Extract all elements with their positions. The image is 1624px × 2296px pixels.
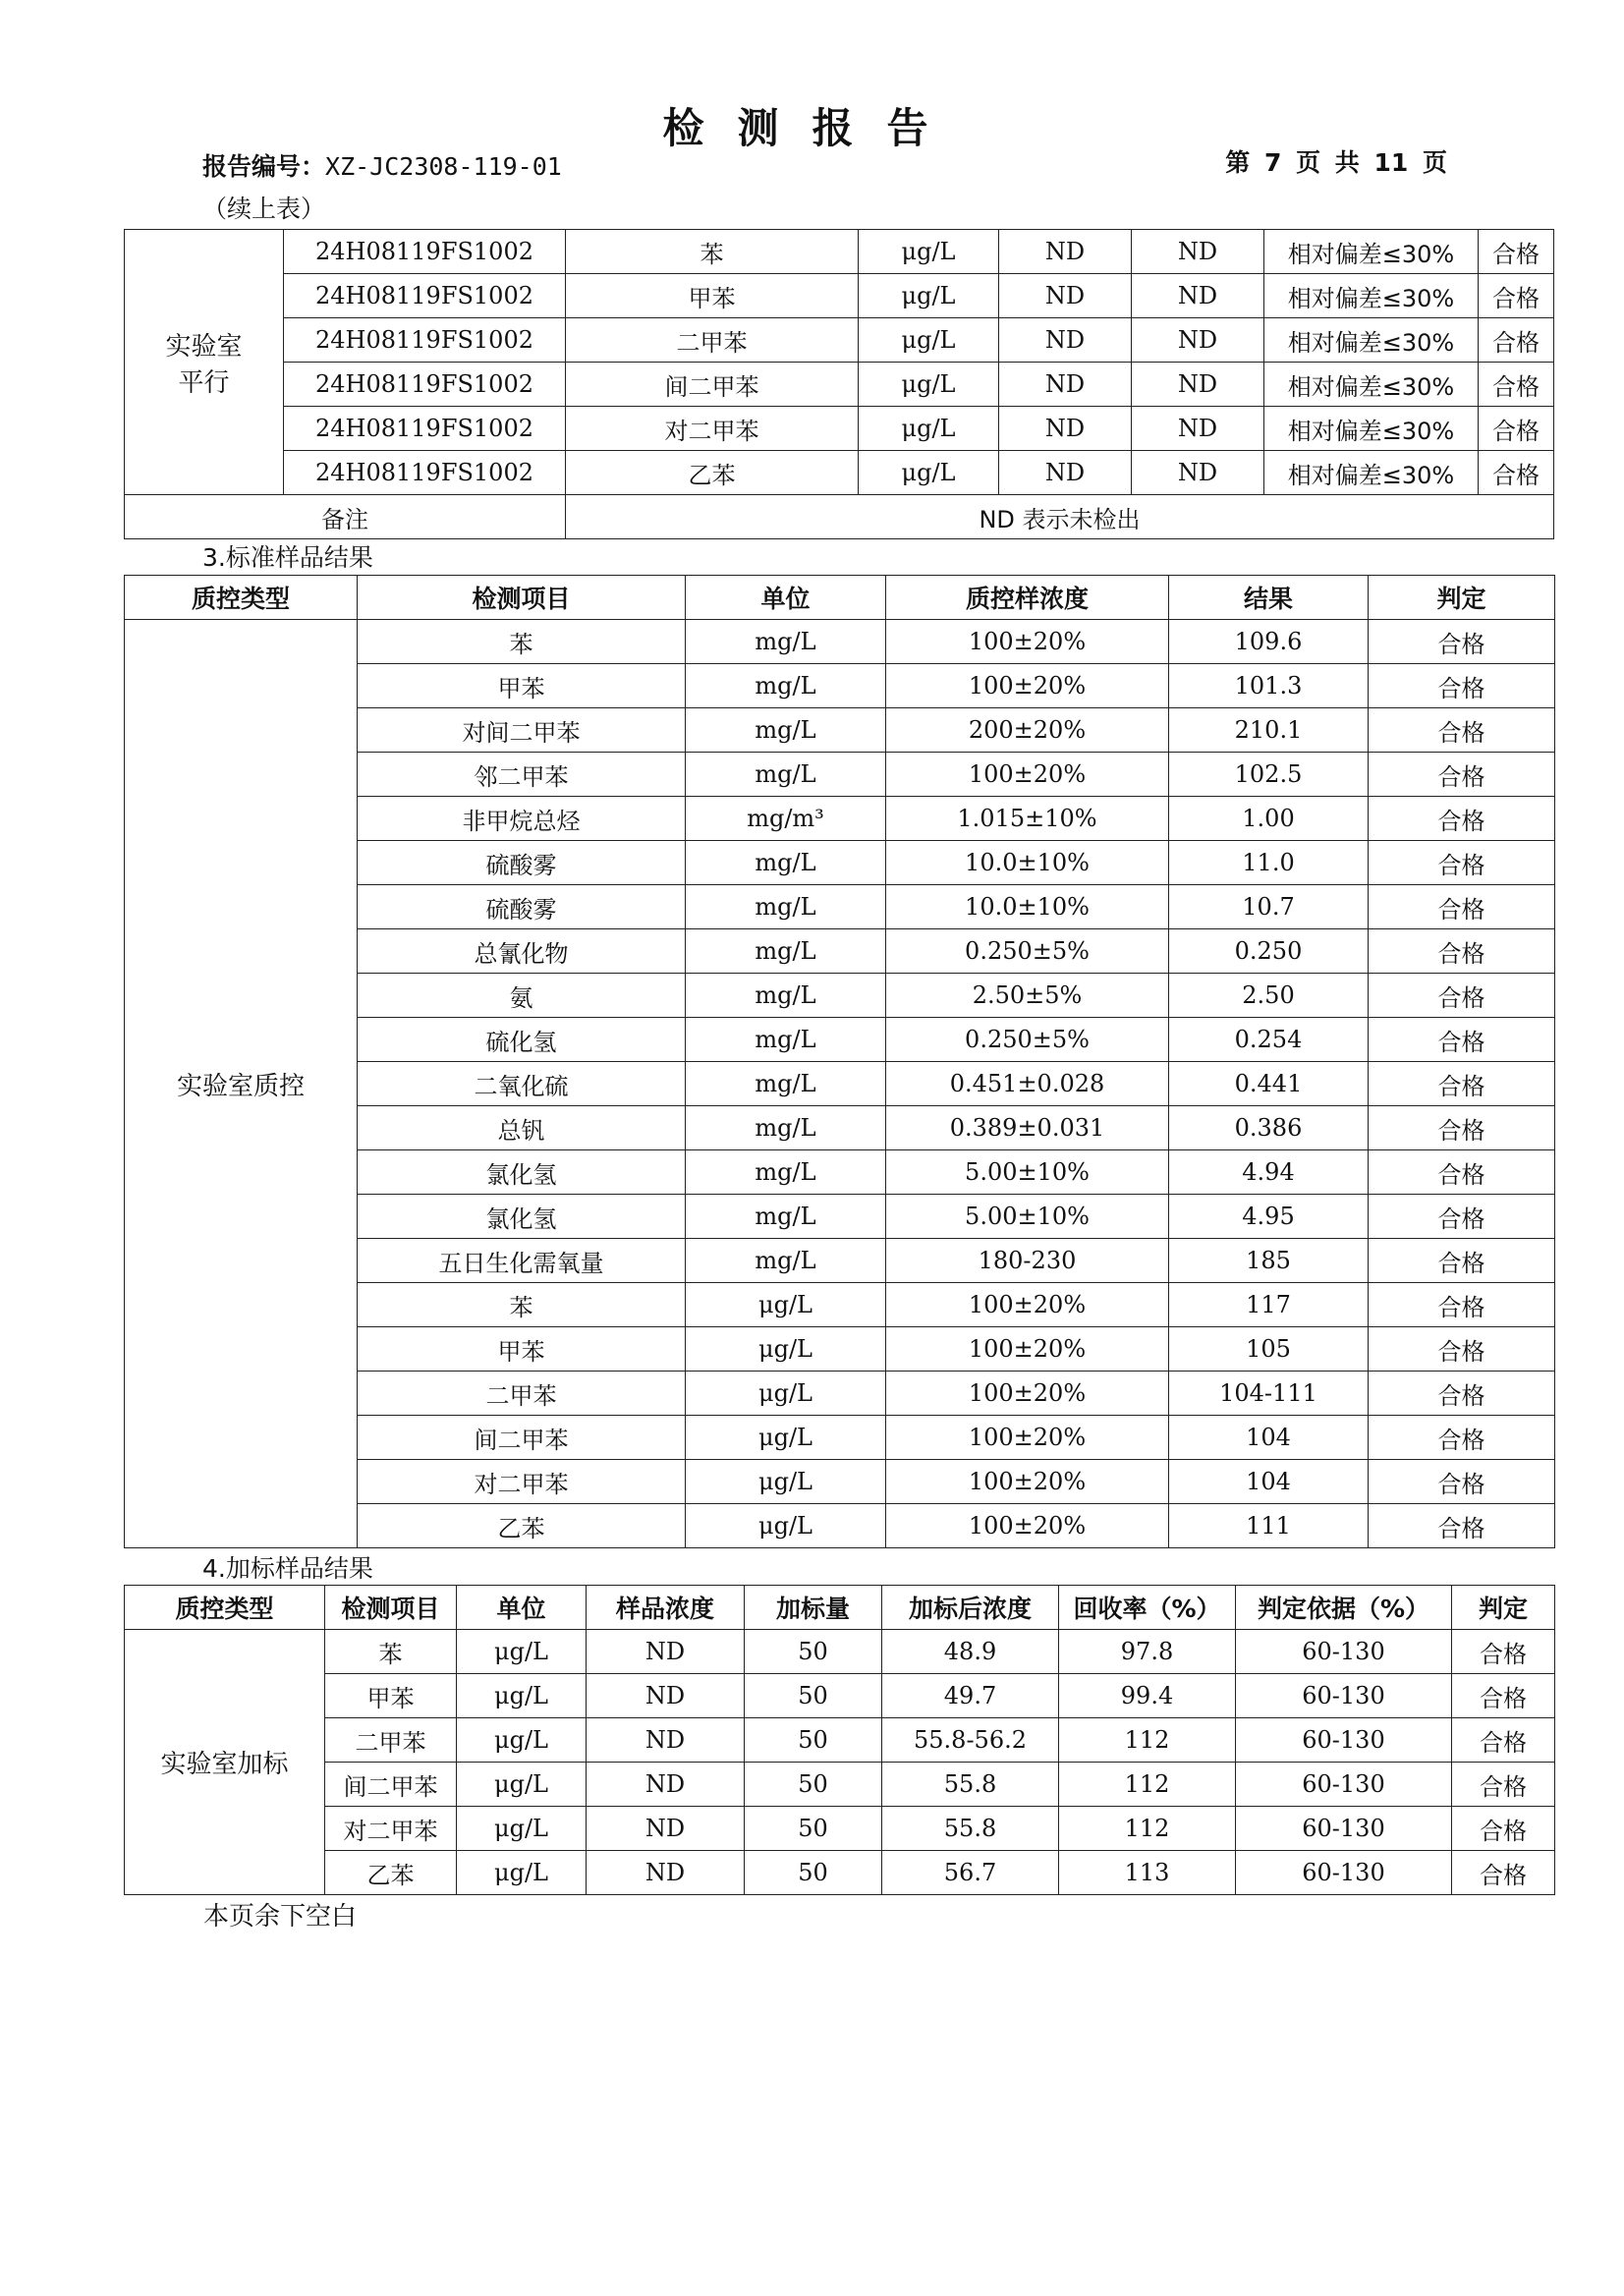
unit-cell: μg/L bbox=[859, 274, 999, 318]
verdict-cell: 合格 bbox=[1452, 1807, 1555, 1851]
qc-concentration-cell: 100±20% bbox=[886, 664, 1169, 708]
result-cell: 4.94 bbox=[1169, 1150, 1369, 1195]
unit-cell: mg/L bbox=[686, 1195, 886, 1239]
unit-cell: μg/L bbox=[859, 318, 999, 363]
result-cell: 109.6 bbox=[1169, 620, 1369, 664]
result-cell: 104 bbox=[1169, 1416, 1369, 1460]
verdict-cell: 合格 bbox=[1452, 1763, 1555, 1807]
sample-concentration-cell: ND bbox=[587, 1851, 745, 1895]
qc-type-cell: 实验室加标 bbox=[125, 1630, 325, 1895]
verdict-cell: 合格 bbox=[1369, 1150, 1555, 1195]
unit-cell: mg/L bbox=[686, 708, 886, 753]
verdict-cell: 合格 bbox=[1369, 797, 1555, 841]
qc-concentration-cell: 5.00±10% bbox=[886, 1150, 1169, 1195]
criterion-cell: 60-130 bbox=[1236, 1851, 1452, 1895]
report-title: 检测报告 bbox=[662, 104, 962, 152]
spiked-concentration-cell: 49.7 bbox=[882, 1674, 1059, 1718]
verdict-cell: 合格 bbox=[1369, 885, 1555, 929]
verdict-cell: 合格 bbox=[1479, 318, 1554, 363]
verdict-cell: 合格 bbox=[1369, 1195, 1555, 1239]
table-row bbox=[125, 1851, 1555, 1895]
spiked-concentration-cell: 48.9 bbox=[882, 1630, 1059, 1674]
unit-cell: μg/L bbox=[859, 451, 999, 495]
result-cell: 0.441 bbox=[1169, 1062, 1369, 1106]
table-row bbox=[125, 274, 1554, 318]
unit-cell: mg/L bbox=[686, 929, 886, 974]
qc-concentration-cell: 180-230 bbox=[886, 1239, 1169, 1283]
item-cell: 间二甲苯 bbox=[566, 363, 859, 407]
item-cell: 对二甲苯 bbox=[566, 407, 859, 451]
result-2-cell: ND bbox=[1132, 451, 1264, 495]
item-cell: 硫化氢 bbox=[358, 1018, 686, 1062]
column-header: 单位 bbox=[457, 1586, 587, 1630]
criterion-cell: 60-130 bbox=[1236, 1807, 1452, 1851]
result-cell: 11.0 bbox=[1169, 841, 1369, 885]
qc-concentration-cell: 5.00±10% bbox=[886, 1195, 1169, 1239]
spike-section-caption: 4.加标样品结果 bbox=[202, 1554, 373, 1583]
verdict-cell: 合格 bbox=[1479, 451, 1554, 495]
spiked-concentration-cell: 55.8 bbox=[882, 1763, 1059, 1807]
criterion-cell: 60-130 bbox=[1236, 1630, 1452, 1674]
recovery-cell: 99.4 bbox=[1059, 1674, 1236, 1718]
result-1-cell: ND bbox=[999, 451, 1132, 495]
verdict-cell: 合格 bbox=[1369, 1018, 1555, 1062]
spike-amount-cell: 50 bbox=[745, 1718, 882, 1763]
table-row bbox=[125, 318, 1554, 363]
unit-cell: mg/m³ bbox=[686, 797, 886, 841]
table-row bbox=[125, 230, 1554, 274]
qc-concentration-cell: 10.0±10% bbox=[886, 885, 1169, 929]
result-cell: 2.50 bbox=[1169, 974, 1369, 1018]
qc-concentration-cell: 100±20% bbox=[886, 1327, 1169, 1372]
unit-cell: mg/L bbox=[686, 664, 886, 708]
criterion-cell: 相对偏差≤30% bbox=[1264, 363, 1479, 407]
result-cell: 101.3 bbox=[1169, 664, 1369, 708]
item-cell: 乙苯 bbox=[325, 1851, 457, 1895]
item-cell: 甲苯 bbox=[358, 1327, 686, 1372]
result-2-cell: ND bbox=[1132, 318, 1264, 363]
criterion-cell: 相对偏差≤30% bbox=[1264, 230, 1479, 274]
result-2-cell: ND bbox=[1132, 407, 1264, 451]
result-2-cell: ND bbox=[1132, 230, 1264, 274]
result-cell: 0.386 bbox=[1169, 1106, 1369, 1150]
column-header: 判定 bbox=[1452, 1586, 1555, 1630]
item-cell: 甲苯 bbox=[358, 664, 686, 708]
unit-cell: μg/L bbox=[686, 1416, 886, 1460]
unit-cell: μg/L bbox=[859, 407, 999, 451]
continued-label: （续上表） bbox=[202, 195, 326, 223]
spike-amount-cell: 50 bbox=[745, 1674, 882, 1718]
report-number-value: XZ-JC2308-119-01 bbox=[325, 152, 562, 181]
column-header: 样品浓度 bbox=[587, 1586, 745, 1630]
qc-concentration-cell: 100±20% bbox=[886, 1460, 1169, 1504]
table-row bbox=[125, 363, 1554, 407]
recovery-cell: 112 bbox=[1059, 1807, 1236, 1851]
spike-amount-cell: 50 bbox=[745, 1807, 882, 1851]
verdict-cell: 合格 bbox=[1369, 664, 1555, 708]
result-cell: 185 bbox=[1169, 1239, 1369, 1283]
column-header: 检测项目 bbox=[358, 576, 686, 620]
unit-cell: μg/L bbox=[686, 1460, 886, 1504]
spike-sample-table bbox=[124, 1585, 1555, 1895]
criterion-cell: 60-130 bbox=[1236, 1763, 1452, 1807]
sample-concentration-cell: ND bbox=[587, 1718, 745, 1763]
sample-concentration-cell: ND bbox=[587, 1763, 745, 1807]
item-cell: 间二甲苯 bbox=[325, 1763, 457, 1807]
item-cell: 甲苯 bbox=[325, 1674, 457, 1718]
recovery-cell: 112 bbox=[1059, 1718, 1236, 1763]
header-row bbox=[125, 1586, 1555, 1630]
column-header: 判定依据（%） bbox=[1236, 1586, 1452, 1630]
page-indicator: 第 7 页 共 11 页 bbox=[1225, 148, 1447, 177]
criterion-cell: 相对偏差≤30% bbox=[1264, 318, 1479, 363]
table-row bbox=[125, 1718, 1555, 1763]
verdict-cell: 合格 bbox=[1452, 1851, 1555, 1895]
sample-concentration-cell: ND bbox=[587, 1674, 745, 1718]
note-label-cell: 备注 bbox=[125, 495, 566, 539]
item-cell: 二氧化硫 bbox=[358, 1062, 686, 1106]
item-cell: 五日生化需氧量 bbox=[358, 1239, 686, 1283]
table-row bbox=[125, 1763, 1555, 1807]
unit-cell: mg/L bbox=[686, 753, 886, 797]
sample-concentration-cell: ND bbox=[587, 1807, 745, 1851]
result-cell: 111 bbox=[1169, 1504, 1369, 1548]
result-cell: 105 bbox=[1169, 1327, 1369, 1372]
criterion-cell: 相对偏差≤30% bbox=[1264, 451, 1479, 495]
result-1-cell: ND bbox=[999, 407, 1132, 451]
item-cell: 对二甲苯 bbox=[358, 1460, 686, 1504]
unit-cell: μg/L bbox=[859, 363, 999, 407]
result-1-cell: ND bbox=[999, 274, 1132, 318]
qc-type-cell: 实验室 平行 bbox=[125, 230, 284, 495]
verdict-cell: 合格 bbox=[1369, 1372, 1555, 1416]
sample-id-cell: 24H08119FS1002 bbox=[284, 407, 566, 451]
table-row bbox=[125, 620, 1555, 664]
unit-cell: μg/L bbox=[457, 1718, 587, 1763]
report-number bbox=[202, 147, 562, 183]
verdict-cell: 合格 bbox=[1369, 929, 1555, 974]
sample-id-cell: 24H08119FS1002 bbox=[284, 318, 566, 363]
unit-cell: mg/L bbox=[686, 1239, 886, 1283]
qc-concentration-cell: 100±20% bbox=[886, 1283, 1169, 1327]
criterion-cell: 60-130 bbox=[1236, 1674, 1452, 1718]
report-number-label: 报告编号： bbox=[202, 152, 326, 181]
unit-cell: mg/L bbox=[686, 974, 886, 1018]
item-cell: 二甲苯 bbox=[325, 1718, 457, 1763]
column-header: 单位 bbox=[686, 576, 886, 620]
item-cell: 苯 bbox=[358, 620, 686, 664]
result-cell: 104 bbox=[1169, 1460, 1369, 1504]
column-header: 加标量 bbox=[745, 1586, 882, 1630]
qc-concentration-cell: 2.50±5% bbox=[886, 974, 1169, 1018]
item-cell: 总氰化物 bbox=[358, 929, 686, 974]
item-cell: 氨 bbox=[358, 974, 686, 1018]
criterion-cell: 相对偏差≤30% bbox=[1264, 274, 1479, 318]
qc-concentration-cell: 0.250±5% bbox=[886, 929, 1169, 974]
recovery-cell: 112 bbox=[1059, 1763, 1236, 1807]
unit-cell: mg/L bbox=[686, 1150, 886, 1195]
result-cell: 117 bbox=[1169, 1283, 1369, 1327]
item-cell: 苯 bbox=[325, 1630, 457, 1674]
result-cell: 0.250 bbox=[1169, 929, 1369, 974]
parallel-table bbox=[124, 229, 1554, 539]
item-cell: 乙苯 bbox=[358, 1504, 686, 1548]
verdict-cell: 合格 bbox=[1369, 1327, 1555, 1372]
qc-concentration-cell: 100±20% bbox=[886, 753, 1169, 797]
verdict-cell: 合格 bbox=[1369, 1062, 1555, 1106]
column-header: 质控类型 bbox=[125, 1586, 325, 1630]
verdict-cell: 合格 bbox=[1479, 407, 1554, 451]
criterion-cell: 60-130 bbox=[1236, 1718, 1452, 1763]
item-cell: 对间二甲苯 bbox=[358, 708, 686, 753]
criterion-cell: 相对偏差≤30% bbox=[1264, 407, 1479, 451]
column-header: 质控样浓度 bbox=[886, 576, 1169, 620]
verdict-cell: 合格 bbox=[1452, 1630, 1555, 1674]
qc-concentration-cell: 100±20% bbox=[886, 620, 1169, 664]
unit-cell: μg/L bbox=[686, 1283, 886, 1327]
sample-id-cell: 24H08119FS1002 bbox=[284, 274, 566, 318]
header-row bbox=[125, 576, 1555, 620]
table-row bbox=[125, 1630, 1555, 1674]
unit-cell: μg/L bbox=[457, 1674, 587, 1718]
item-cell: 总钒 bbox=[358, 1106, 686, 1150]
result-1-cell: ND bbox=[999, 363, 1132, 407]
table-row bbox=[125, 1807, 1555, 1851]
qc-concentration-cell: 0.451±0.028 bbox=[886, 1062, 1169, 1106]
result-cell: 0.254 bbox=[1169, 1018, 1369, 1062]
sample-id-cell: 24H08119FS1002 bbox=[284, 363, 566, 407]
result-cell: 4.95 bbox=[1169, 1195, 1369, 1239]
verdict-cell: 合格 bbox=[1479, 363, 1554, 407]
unit-cell: mg/L bbox=[686, 841, 886, 885]
result-1-cell: ND bbox=[999, 230, 1132, 274]
unit-cell: mg/L bbox=[686, 1018, 886, 1062]
table-row bbox=[125, 407, 1554, 451]
verdict-cell: 合格 bbox=[1452, 1718, 1555, 1763]
spike-amount-cell: 50 bbox=[745, 1851, 882, 1895]
qc-concentration-cell: 100±20% bbox=[886, 1504, 1169, 1548]
recovery-cell: 113 bbox=[1059, 1851, 1236, 1895]
sample-id-cell: 24H08119FS1002 bbox=[284, 451, 566, 495]
qc-type-cell: 实验室质控 bbox=[125, 620, 358, 1548]
result-cell: 10.7 bbox=[1169, 885, 1369, 929]
verdict-cell: 合格 bbox=[1369, 841, 1555, 885]
column-header: 回收率（%） bbox=[1059, 1586, 1236, 1630]
verdict-cell: 合格 bbox=[1479, 274, 1554, 318]
unit-cell: mg/L bbox=[686, 1106, 886, 1150]
column-header: 判定 bbox=[1369, 576, 1555, 620]
column-header: 加标后浓度 bbox=[882, 1586, 1059, 1630]
item-cell: 非甲烷总烃 bbox=[358, 797, 686, 841]
item-cell: 间二甲苯 bbox=[358, 1416, 686, 1460]
unit-cell: mg/L bbox=[686, 1062, 886, 1106]
item-cell: 甲苯 bbox=[566, 274, 859, 318]
standard-sample-table bbox=[124, 575, 1555, 1548]
sample-id-cell: 24H08119FS1002 bbox=[284, 230, 566, 274]
spike-amount-cell: 50 bbox=[745, 1630, 882, 1674]
unit-cell: μg/L bbox=[457, 1763, 587, 1807]
qc-concentration-cell: 0.250±5% bbox=[886, 1018, 1169, 1062]
verdict-cell: 合格 bbox=[1369, 753, 1555, 797]
sample-concentration-cell: ND bbox=[587, 1630, 745, 1674]
unit-cell: μg/L bbox=[457, 1807, 587, 1851]
item-cell: 硫酸雾 bbox=[358, 885, 686, 929]
table-row bbox=[125, 451, 1554, 495]
verdict-cell: 合格 bbox=[1479, 230, 1554, 274]
result-2-cell: ND bbox=[1132, 274, 1264, 318]
qc-concentration-cell: 200±20% bbox=[886, 708, 1169, 753]
column-header: 结果 bbox=[1169, 576, 1369, 620]
item-cell: 二甲苯 bbox=[566, 318, 859, 363]
verdict-cell: 合格 bbox=[1369, 1239, 1555, 1283]
column-header: 质控类型 bbox=[125, 576, 358, 620]
verdict-cell: 合格 bbox=[1369, 1460, 1555, 1504]
note-text-cell: ND 表示未检出 bbox=[566, 495, 1554, 539]
unit-cell: μg/L bbox=[686, 1327, 886, 1372]
verdict-cell: 合格 bbox=[1452, 1674, 1555, 1718]
result-cell: 104-111 bbox=[1169, 1372, 1369, 1416]
item-cell: 氯化氢 bbox=[358, 1150, 686, 1195]
spiked-concentration-cell: 56.7 bbox=[882, 1851, 1059, 1895]
result-cell: 102.5 bbox=[1169, 753, 1369, 797]
item-cell: 邻二甲苯 bbox=[358, 753, 686, 797]
verdict-cell: 合格 bbox=[1369, 974, 1555, 1018]
result-2-cell: ND bbox=[1132, 363, 1264, 407]
result-cell: 1.00 bbox=[1169, 797, 1369, 841]
note-row bbox=[125, 495, 1554, 539]
item-cell: 对二甲苯 bbox=[325, 1807, 457, 1851]
qc-concentration-cell: 10.0±10% bbox=[886, 841, 1169, 885]
item-cell: 苯 bbox=[566, 230, 859, 274]
unit-cell: μg/L bbox=[457, 1851, 587, 1895]
unit-cell: μg/L bbox=[686, 1504, 886, 1548]
unit-cell: μg/L bbox=[457, 1630, 587, 1674]
unit-cell: mg/L bbox=[686, 620, 886, 664]
spike-amount-cell: 50 bbox=[745, 1763, 882, 1807]
verdict-cell: 合格 bbox=[1369, 708, 1555, 753]
item-cell: 苯 bbox=[358, 1283, 686, 1327]
table-row bbox=[125, 1674, 1555, 1718]
standard-section-caption: 3.标准样品结果 bbox=[202, 543, 373, 572]
verdict-cell: 合格 bbox=[1369, 1416, 1555, 1460]
verdict-cell: 合格 bbox=[1369, 1283, 1555, 1327]
verdict-cell: 合格 bbox=[1369, 1504, 1555, 1548]
result-1-cell: ND bbox=[999, 318, 1132, 363]
unit-cell: mg/L bbox=[686, 885, 886, 929]
item-cell: 硫酸雾 bbox=[358, 841, 686, 885]
item-cell: 二甲苯 bbox=[358, 1372, 686, 1416]
qc-concentration-cell: 100±20% bbox=[886, 1416, 1169, 1460]
verdict-cell: 合格 bbox=[1369, 1106, 1555, 1150]
page-remark: 本页余下空白 bbox=[203, 1902, 358, 1932]
result-cell: 210.1 bbox=[1169, 708, 1369, 753]
recovery-cell: 97.8 bbox=[1059, 1630, 1236, 1674]
spiked-concentration-cell: 55.8 bbox=[882, 1807, 1059, 1851]
item-cell: 氯化氢 bbox=[358, 1195, 686, 1239]
column-header: 检测项目 bbox=[325, 1586, 457, 1630]
spiked-concentration-cell: 55.8-56.2 bbox=[882, 1718, 1059, 1763]
qc-concentration-cell: 100±20% bbox=[886, 1372, 1169, 1416]
unit-cell: μg/L bbox=[859, 230, 999, 274]
qc-concentration-cell: 1.015±10% bbox=[886, 797, 1169, 841]
qc-concentration-cell: 0.389±0.031 bbox=[886, 1106, 1169, 1150]
unit-cell: μg/L bbox=[686, 1372, 886, 1416]
verdict-cell: 合格 bbox=[1369, 620, 1555, 664]
item-cell: 乙苯 bbox=[566, 451, 859, 495]
